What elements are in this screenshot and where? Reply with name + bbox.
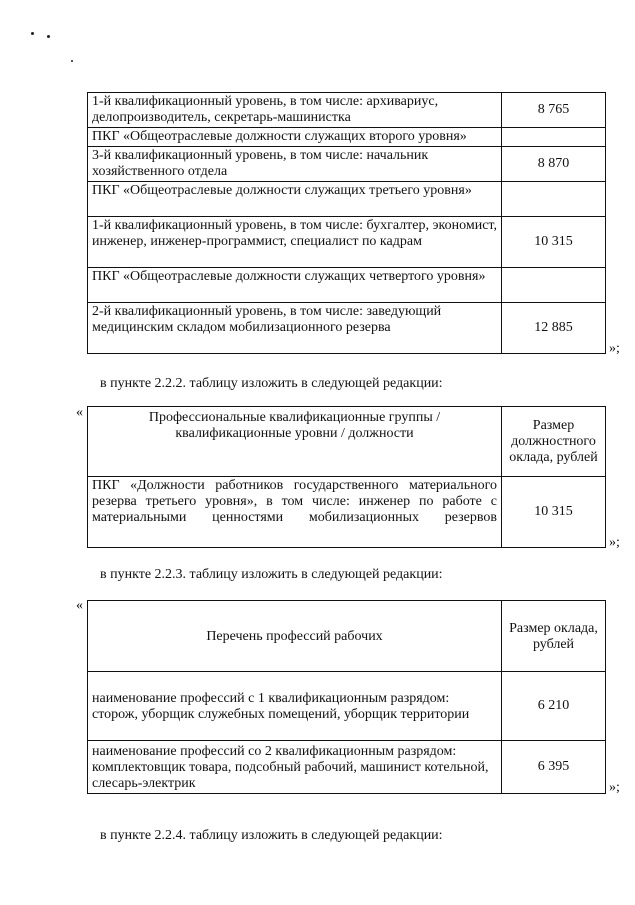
table-row: [88, 93, 606, 128]
salary-cell: [502, 128, 606, 147]
header-cell: Перечень профессий рабочих: [88, 601, 502, 672]
salary-cell: [502, 268, 606, 303]
closing-quote: »;: [609, 535, 620, 550]
paragraph-2-2-4: в пункте 2.2.4. таблицу изложить в следующей редакции:: [100, 828, 443, 843]
profession-cell: наименование профессий с 1 квалификационным разрядом: сторож, уборщик служебных помещений, уборщик территории: [88, 672, 502, 741]
opening-quote: «: [76, 405, 83, 420]
table-header-row: [88, 601, 606, 672]
table-row: [88, 182, 606, 217]
paragraph-2-2-3: в пункте 2.2.3. таблицу изложить в следующей редакции:: [100, 567, 443, 582]
table-header-row: [88, 407, 606, 477]
salary-cell: 6 395: [502, 741, 606, 794]
table-row: [88, 672, 606, 741]
table-row: [88, 147, 606, 182]
reserve-positions-table: [87, 406, 606, 548]
salary-cell: 8 870: [502, 147, 606, 182]
table-row: [88, 217, 606, 268]
scan-speck: [47, 35, 50, 38]
position-cell: 3-й квалификационный уровень, в том числе: начальник хозяйственного отдела: [88, 147, 502, 182]
scan-speck: [31, 32, 34, 35]
position-cell: 1-й квалификационный уровень, в том числе: бухгалтер, экономист, инженер, инженер-программист, специалист по кадрам: [88, 217, 502, 268]
position-cell: 2-й квалификационный уровень, в том числе: заведующий медицинским складом мобилизационного резерва: [88, 303, 502, 354]
salary-cell: 10 315: [502, 477, 606, 548]
position-cell: ПКГ «Должности работников государственного материального резерва третьего уровня», в том числе: инженер по работе с материальными ценностями мобилизационных резервов: [88, 477, 502, 548]
table-row: [88, 128, 606, 147]
position-cell: ПКГ «Общеотраслевые должности служащих четвертого уровня»: [88, 268, 502, 303]
position-cell: ПКГ «Общеотраслевые должности служащих второго уровня»: [88, 128, 502, 147]
opening-quote: «: [76, 598, 83, 613]
salary-cell: 10 315: [502, 217, 606, 268]
workers-table: [87, 600, 606, 794]
position-cell: 1-й квалификационный уровень, в том числе: архивариус, делопроизводитель, секретарь-машинистка: [88, 93, 502, 128]
salary-cell: 12 885: [502, 303, 606, 354]
salary-cell: 6 210: [502, 672, 606, 741]
position-cell: ПКГ «Общеотраслевые должности служащих третьего уровня»: [88, 182, 502, 217]
header-cell: Профессиональные квалификационные группы / квалификационные уровни / должности: [88, 407, 502, 477]
table-row: [88, 303, 606, 354]
salary-cell: 8 765: [502, 93, 606, 128]
table-row: [88, 268, 606, 303]
table-row: [88, 741, 606, 794]
table-row: [88, 477, 606, 548]
closing-quote: »;: [609, 780, 620, 795]
paragraph-2-2-2: в пункте 2.2.2. таблицу изложить в следующей редакции:: [100, 376, 443, 391]
salary-cell: [502, 182, 606, 217]
positions-table: [87, 92, 606, 354]
header-cell: Размер оклада, рублей: [502, 601, 606, 672]
scan-speck: [71, 60, 73, 62]
closing-quote: »;: [609, 341, 620, 356]
profession-cell: наименование профессий со 2 квалификационным разрядом: комплектовщик товара, подсобный рабочий, машинист котельной, слесарь-электрик: [88, 741, 502, 794]
header-cell: Размер должностного оклада, рублей: [502, 407, 606, 477]
